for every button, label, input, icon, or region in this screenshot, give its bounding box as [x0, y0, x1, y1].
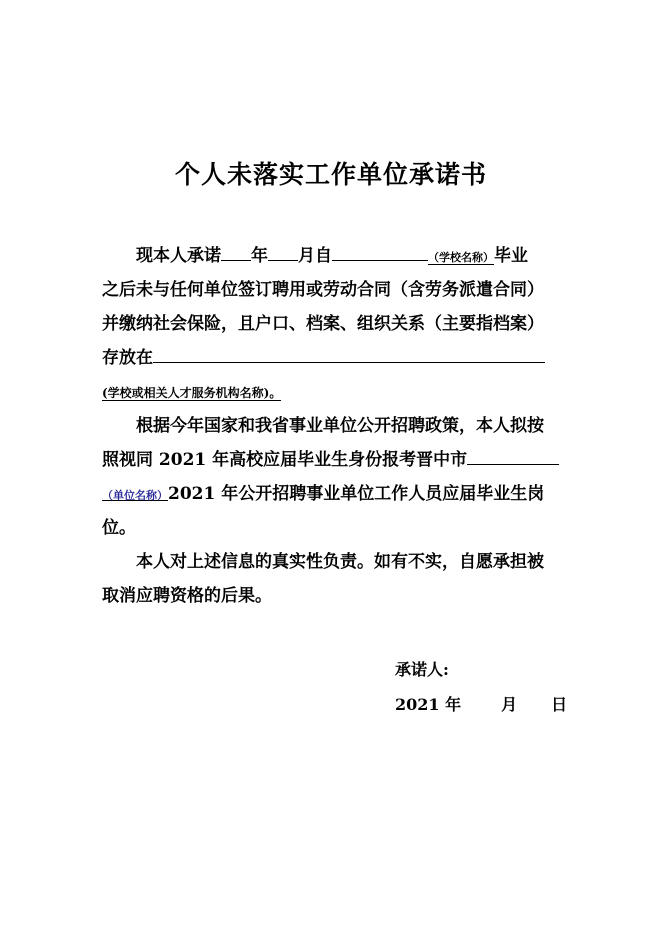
document-title: 个人未落实工作单位承诺书	[174, 160, 487, 189]
sign-date	[395, 690, 567, 720]
year-blank[interactable]	[221, 242, 251, 261]
p1-text-year: 年	[251, 246, 268, 266]
p2-line-3	[102, 477, 564, 511]
p2-line-2	[102, 443, 564, 477]
p1-line-1	[102, 239, 564, 273]
p2-text-recruit: 2021 年公开招聘事业单位工作人员应届毕业生岗	[168, 484, 545, 504]
p1-text-month: 月自	[298, 246, 332, 266]
p1-line-2: 之后未与任何单位签订聘用或劳动合同（含劳务派遣合同）	[102, 280, 544, 300]
hint-org-name: (学校或相关人才服务机构名称)。	[102, 386, 282, 400]
p3-line-1: 本人对上述信息的真实性负责。如有不实，自愿承担被	[136, 552, 544, 572]
p1-text-storage: 存放在	[102, 348, 153, 368]
p2-line-1: 根据今年国家和我省事业单位公开招聘政策，本人拟按	[136, 416, 544, 436]
hint-unit-name: （单位名称）	[102, 489, 168, 502]
month-blank[interactable]	[268, 242, 298, 261]
unit-blank[interactable]	[467, 446, 559, 465]
storage-blank[interactable]	[153, 344, 545, 363]
p2-text-exam: 照视同 2021 年高校应届毕业生身份报考晋中市	[102, 450, 468, 470]
p3-line-2: 取消应聘资格的后果。	[102, 586, 272, 606]
sign-month: 月	[501, 695, 518, 714]
p1-line-4	[102, 341, 564, 375]
document-body	[102, 239, 564, 613]
p1-text-a: 现本人承诺	[136, 246, 221, 266]
sign-day: 日	[551, 695, 568, 714]
p1-line-5	[102, 375, 564, 409]
school-blank[interactable]	[332, 242, 428, 261]
p2-line-4: 位。	[102, 518, 136, 538]
hint-school-name: （学校名称）	[428, 251, 494, 264]
p1-line-3: 并缴纳社会保险，且户口、档案、组织关系（主要指档案）	[102, 314, 544, 334]
p1-text-graduate: 毕业	[494, 246, 528, 266]
signer-label: 承诺人:	[395, 660, 449, 679]
sign-year: 2021 年	[395, 695, 462, 714]
